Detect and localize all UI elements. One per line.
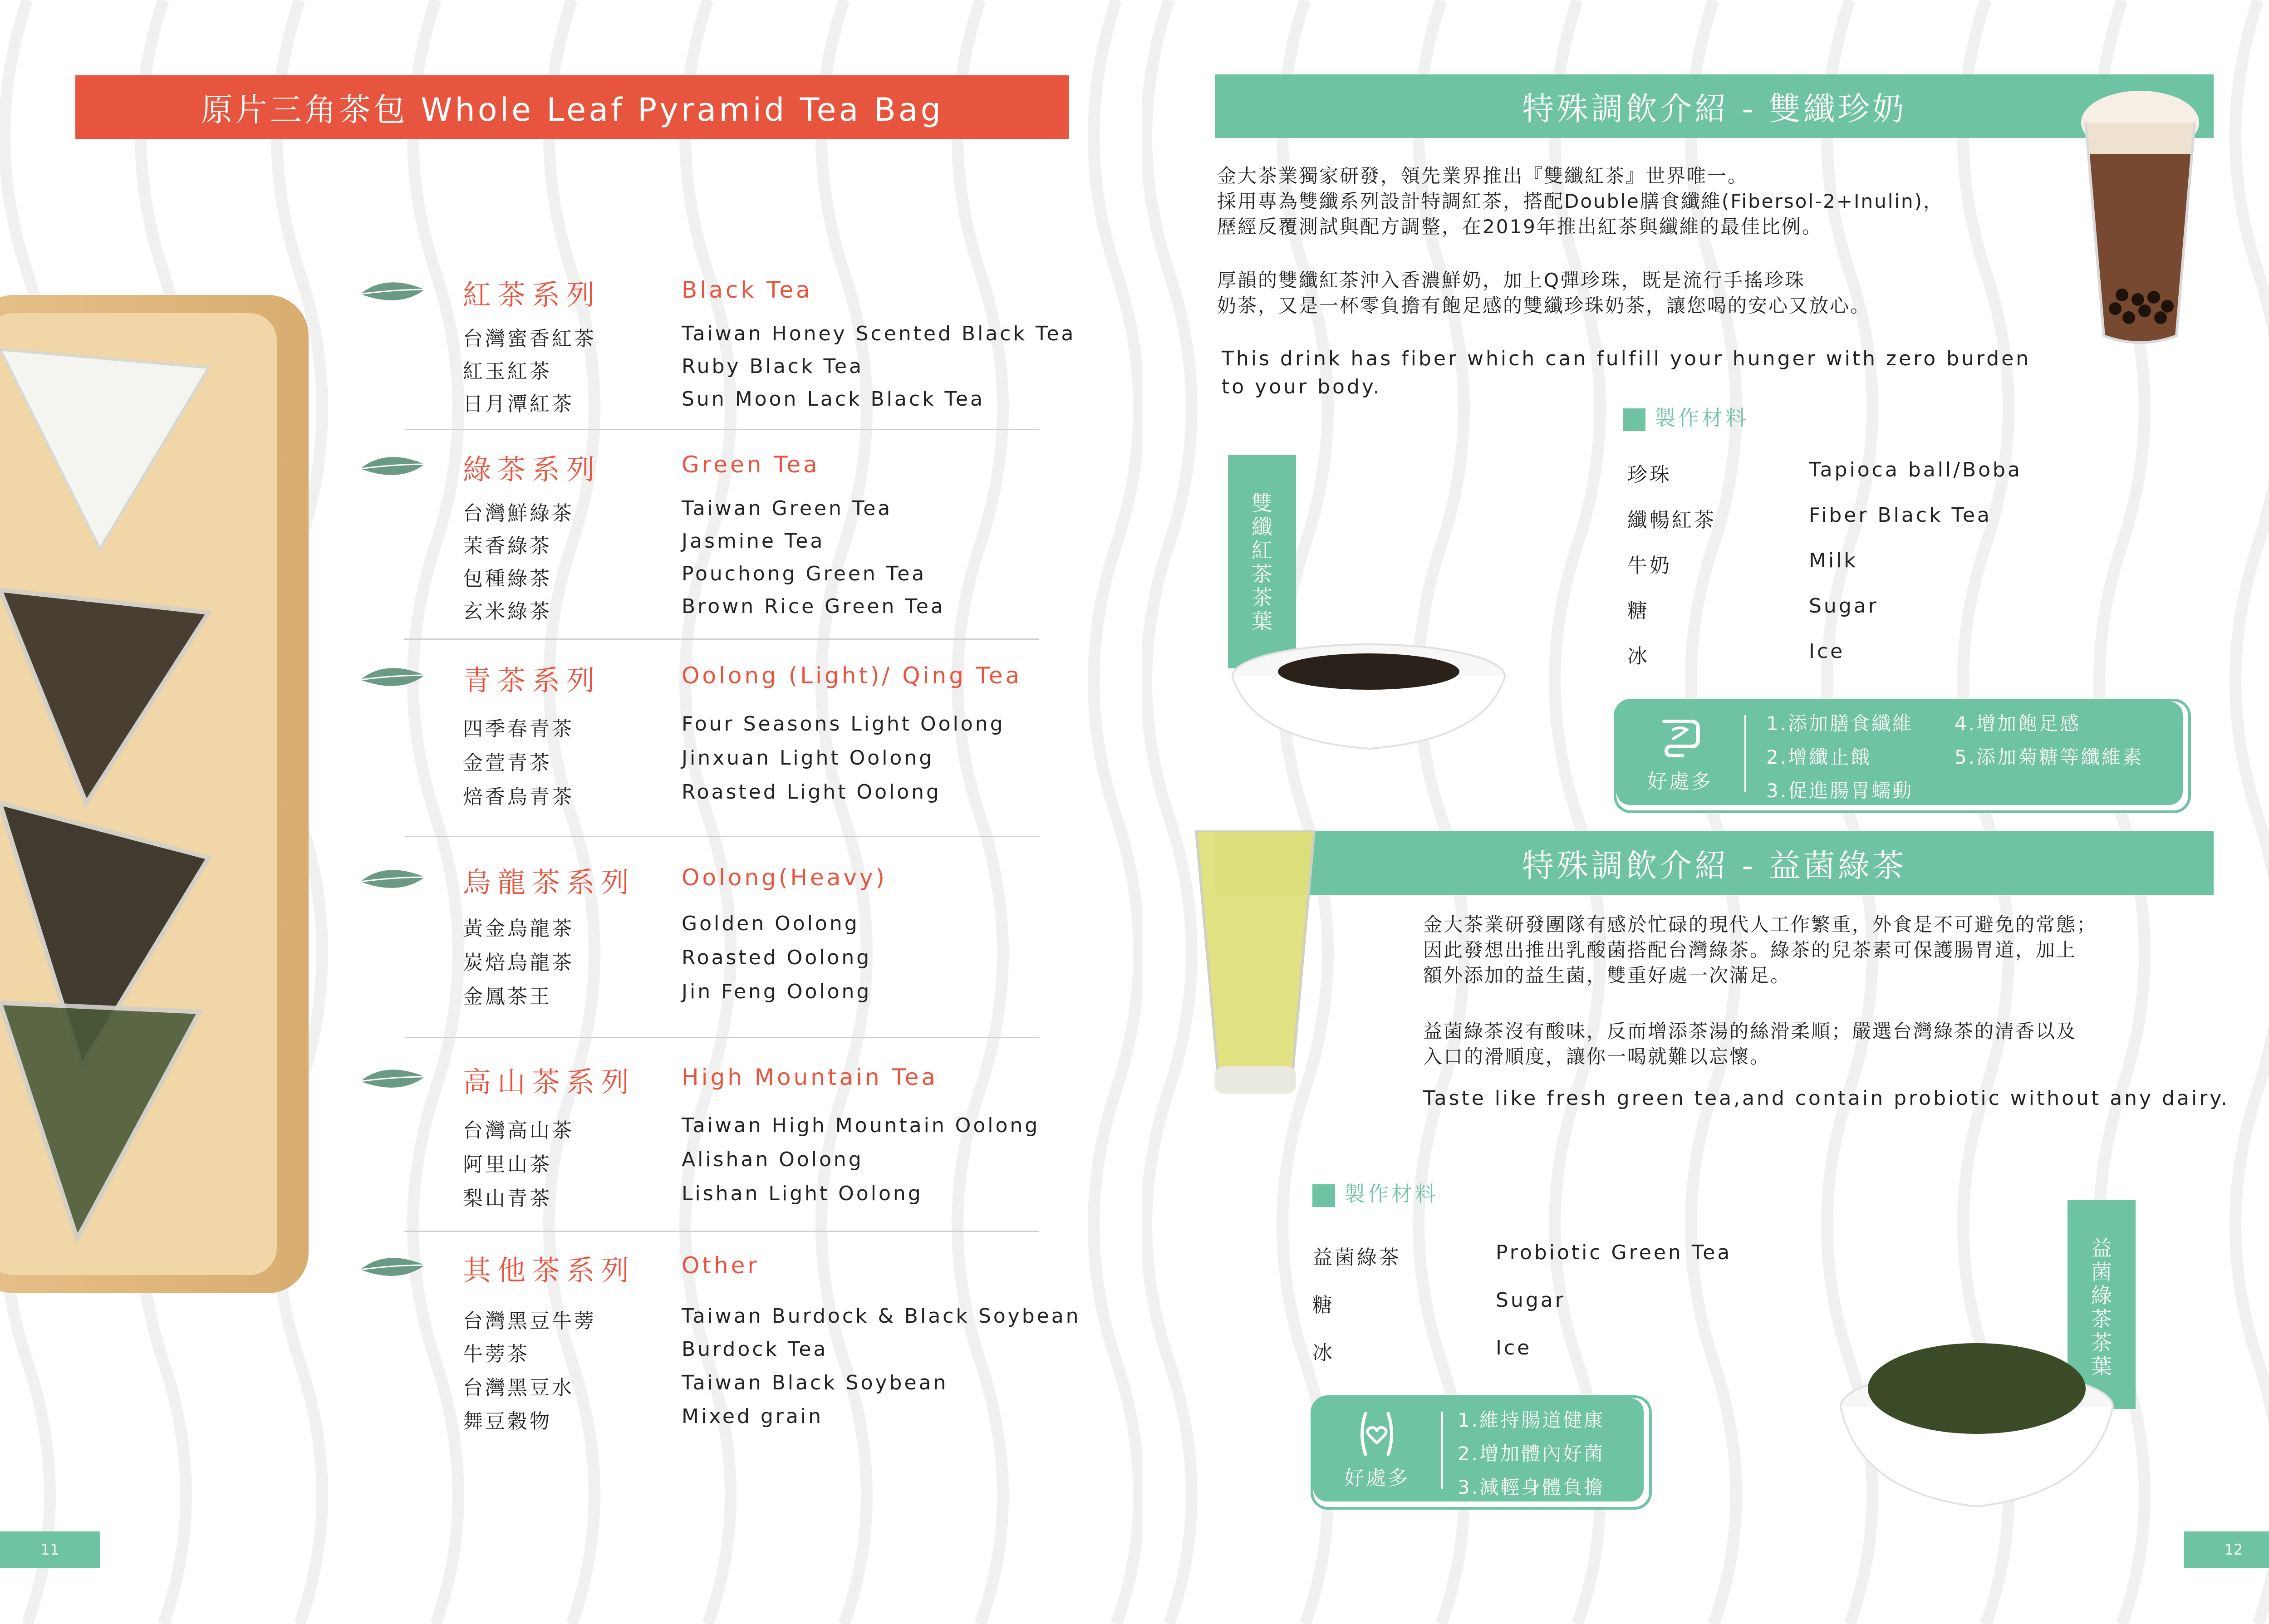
tea-name-zh: 台灣高山茶 (463, 1119, 574, 1142)
text-line: 採用專為雙纖系列設計特調紅茶，搭配Double膳食纖維(Fibersol-2+Inulin)， (1217, 190, 1944, 212)
tea-item (463, 1405, 1098, 1437)
tea-item (463, 746, 1098, 778)
text-line: 益菌綠茶沒有酸味，反而增添茶湯的絲滑柔順；嚴選台灣綠茶的清香以及 (1423, 1020, 2077, 1042)
text-line: 金大茶業研發團隊有感於忙碌的現代人工作繁重，外食是不可避免的常態； (1423, 913, 2097, 936)
ingredient-name-en: Tapioca ball/Boba (1809, 458, 2022, 481)
page-title-text: 原片三角茶包 Whole Leaf Pyramid Tea Bag (201, 91, 944, 128)
benefits-badge (1313, 1398, 1440, 1501)
text-line: 金大茶業獨家研發，領先業界推出『雙纖紅茶』世界唯一。 (1217, 165, 1748, 187)
section-title-probiotic-green-tea (1215, 831, 2214, 895)
tea-item (463, 1148, 1098, 1180)
benefits-divider (1744, 715, 1746, 792)
tea-item (463, 1114, 1098, 1146)
tea-item (463, 355, 1098, 387)
tea-item (463, 712, 1098, 744)
tea-item (463, 780, 1098, 812)
tea-name-zh: 玄米綠茶 (463, 600, 552, 623)
series-header (359, 860, 1039, 901)
intro-paragraph-2 (1217, 268, 1871, 319)
ingredient-name-zh: 珍珠 (1627, 463, 1672, 486)
series-header (359, 1060, 1039, 1100)
divider (404, 429, 1039, 430)
probiotic-green-tea-image (1187, 830, 1323, 1103)
tea-name-en: Roasted Oolong (682, 946, 872, 969)
series-title-en: Other (682, 1252, 760, 1279)
page-number (2184, 1531, 2269, 1568)
series-title-zh: 高山茶系列 (463, 1065, 636, 1099)
tea-bag-tray-image (0, 295, 309, 1293)
text-line: to your body. (1222, 375, 1382, 398)
ingredients-label: 製作材料 (1344, 1182, 1439, 1206)
ingredients-header (1312, 1178, 1439, 1207)
benefits-badge (1616, 702, 1743, 805)
page-number-text: 11 (40, 1541, 59, 1558)
tea-item (463, 1371, 1098, 1403)
tea-item (463, 980, 1098, 1012)
tea-name-zh: 舞豆穀物 (463, 1410, 552, 1433)
tea-leaf-icon (359, 1251, 427, 1284)
ingredient-name-zh: 益菌綠茶 (1312, 1246, 1401, 1269)
green-tea-leaves-bowl-image (1822, 1316, 2131, 1525)
ingredient-name-en: Sugar (1809, 594, 1879, 618)
divider (404, 1231, 1039, 1232)
tea-name-zh: 牛蒡茶 (463, 1343, 530, 1366)
probiotic-paragraph-2 (1423, 1019, 2077, 1070)
tea-item (463, 595, 1098, 627)
tea-name-zh: 日月潭紅茶 (463, 393, 574, 416)
divider (404, 836, 1039, 837)
probiotic-english: Taste like fresh green tea,and contain probiotic without any dairy. (1423, 1087, 2230, 1110)
page-title (75, 75, 1069, 139)
benefit-item: 2.增纖止餓 (1766, 746, 1872, 768)
tea-name-en: Jasmine Tea (682, 530, 825, 553)
ingredient-name-zh: 冰 (1627, 645, 1650, 668)
tea-name-en: Four Seasons Light Oolong (682, 712, 1005, 736)
tea-name-en: Brown Rice Green Tea (682, 595, 945, 618)
text-line: 因此發想出推出乳酸菌搭配台灣綠茶。綠茶的兒茶素可保護腸胃道，加上 (1423, 939, 2077, 961)
divider (404, 1037, 1039, 1038)
tea-name-zh: 黃金烏龍茶 (463, 917, 574, 940)
tea-item (463, 562, 1098, 594)
ingredient-name-zh: 纖暢紅茶 (1627, 509, 1716, 532)
tea-name-zh: 炭焙烏龍茶 (463, 951, 574, 974)
body-heart-icon (1352, 1409, 1402, 1459)
tea-name-zh: 台灣蜜香紅茶 (463, 327, 596, 350)
tea-name-en: Mixed grain (682, 1405, 823, 1428)
tea-name-zh: 焙香烏青茶 (463, 785, 574, 809)
section-title-text: 特殊調飲介紹 - 益菌綠茶 (1522, 847, 1907, 884)
tea-leaf-icon (359, 864, 427, 896)
benefit-item: 1.添加膳食纖維 (1766, 712, 1914, 735)
bubble-milk-tea-image (2072, 82, 2208, 354)
tea-name-zh: 台灣黑豆水 (463, 1376, 574, 1399)
tea-name-en: Sun Moon Lack Black Tea (682, 388, 985, 411)
tea-name-zh: 金萱青茶 (463, 751, 552, 775)
tea-name-en: Alishan Oolong (682, 1148, 864, 1171)
ingredient-name-en: Sugar (1496, 1289, 1566, 1312)
tea-name-en: Taiwan Honey Scented Black Tea (682, 322, 1076, 345)
benefit-item: 5.添加菊糖等纖維素 (1955, 746, 2144, 768)
tea-name-zh: 四季春青茶 (463, 717, 574, 741)
text-line: 奶茶，又是一杯零負擔有飽足感的雙纖珍珠奶茶，讓您喝的安心又放心。 (1217, 294, 1871, 317)
ingredients-header (1623, 402, 1749, 432)
square-bullet-icon (1312, 1184, 1335, 1207)
tea-item (463, 530, 1098, 561)
tea-name-en: Golden Oolong (682, 912, 859, 935)
probiotic-paragraph-1 (1423, 912, 2097, 988)
benefits-label: 好處多 (1344, 1467, 1410, 1490)
series-title-en: High Mountain Tea (682, 1064, 938, 1090)
benefits-box-probiotic (1311, 1395, 1652, 1510)
tea-name-zh: 台灣鮮綠茶 (463, 502, 574, 525)
tea-name-en: Ruby Black Tea (682, 355, 864, 378)
series-header (359, 447, 1039, 488)
benefit-item: 1.維持腸道健康 (1458, 1409, 1605, 1431)
ingredient-name-en: Ice (1809, 640, 1845, 663)
page-number-text: 12 (2224, 1541, 2243, 1558)
page-number (0, 1531, 100, 1568)
tea-item (463, 946, 1098, 978)
series-header (359, 658, 1039, 699)
series-title-en: Black Tea (682, 277, 813, 303)
tea-leaf-icon (359, 662, 427, 694)
ingredient-name-zh: 牛奶 (1627, 554, 1672, 577)
benefits-label: 好處多 (1647, 770, 1713, 793)
series-title-zh: 紅茶系列 (463, 278, 601, 311)
divider (404, 638, 1039, 640)
series-title-en: Oolong (Light)/ Qing Tea (682, 662, 1022, 689)
text-line: 額外添加的益生菌，雙重好處一次滿足。 (1423, 964, 1791, 986)
tea-name-en: Jinxuan Light Oolong (682, 746, 934, 770)
tea-name-zh: 台灣黑豆牛蒡 (463, 1310, 596, 1333)
tea-name-en: Taiwan Burdock & Black Soybean (682, 1305, 1081, 1328)
tea-name-en: Burdock Tea (682, 1338, 828, 1361)
ingredient-name-zh: 冰 (1312, 1341, 1335, 1364)
square-bullet-icon (1623, 408, 1645, 431)
tea-name-en: Pouchong Green Tea (682, 562, 927, 585)
benefit-item: 2.增加體內好菌 (1458, 1442, 1605, 1465)
text-line: 厚韻的雙纖紅茶沖入香濃鮮奶，加上Q彈珍珠，既是流行手搖珍珠 (1217, 269, 1806, 291)
tea-leaf-icon (359, 276, 427, 309)
intro-paragraph-1 (1217, 163, 1944, 240)
ingredient-name-en: Milk (1809, 549, 1858, 572)
section-title-fiber-milk-tea (1215, 74, 2214, 138)
series-header (359, 1248, 1039, 1289)
tea-name-zh: 包種綠茶 (463, 567, 552, 590)
tea-item (463, 322, 1098, 354)
tea-name-en: Lishan Light Oolong (682, 1182, 923, 1205)
tea-leaf-icon (359, 1063, 427, 1096)
intestine-icon (1655, 712, 1705, 762)
tea-item (463, 497, 1098, 529)
black-tea-leaves-bowl-image (1223, 626, 1514, 762)
benefit-item: 3.減輕身體負擔 (1458, 1476, 1605, 1498)
leaf-tag-text: 益菌綠茶茶葉 (2091, 1236, 2112, 1379)
text-line: This drink has fiber which can fulfill your hunger with zero burden (1222, 347, 2031, 370)
tea-item (463, 912, 1098, 944)
right-page (1142, 0, 2269, 1624)
tea-leaf-icon (359, 451, 427, 483)
ingredient-name-en: Fiber Black Tea (1809, 504, 1992, 527)
series-title-zh: 烏龍茶系列 (463, 866, 636, 899)
benefit-item: 3.促進腸胃蠕動 (1766, 780, 1914, 802)
tea-name-en: Taiwan Green Tea (682, 497, 893, 520)
tea-item (463, 388, 1098, 419)
benefits-box-fiber (1614, 699, 2191, 813)
series-title-zh: 其他茶系列 (463, 1254, 636, 1287)
leaf-tag-text: 雙纖紅茶茶葉 (1252, 491, 1272, 633)
tea-name-en: Taiwan High Mountain Oolong (682, 1114, 1040, 1137)
tea-name-en: Roasted Light Oolong (682, 780, 941, 804)
tea-name-en: Jin Feng Oolong (682, 980, 872, 1003)
tea-item (463, 1182, 1098, 1214)
intro-english (1222, 345, 2031, 401)
ingredient-name-en: Probiotic Green Tea (1496, 1241, 1732, 1264)
tea-item (463, 1305, 1098, 1336)
ingredient-name-en: Ice (1496, 1336, 1532, 1359)
tea-name-zh: 茉香綠茶 (463, 535, 552, 558)
tea-name-zh: 梨山青茶 (463, 1187, 552, 1210)
series-title-zh: 綠茶系列 (463, 453, 601, 486)
section-title-text: 特殊調飲介紹 - 雙纖珍奶 (1522, 90, 1907, 128)
benefits-divider (1441, 1412, 1443, 1489)
text-line: 歷經反覆測試與配方調整，在2019年推出紅茶與纖維的最佳比例。 (1217, 216, 1822, 238)
tea-name-zh: 阿里山茶 (463, 1153, 552, 1176)
ingredient-name-zh: 糖 (1627, 599, 1650, 623)
tea-name-zh: 紅玉紅茶 (463, 360, 552, 383)
tea-name-zh: 金鳳茶王 (463, 985, 552, 1008)
ingredient-name-zh: 糖 (1312, 1294, 1335, 1317)
series-title-zh: 青茶系列 (463, 664, 601, 697)
ingredients-label: 製作材料 (1655, 406, 1749, 430)
benefit-item: 4.增加飽足感 (1955, 712, 2081, 735)
series-header (359, 272, 1039, 313)
tea-name-en: Taiwan Black Soybean (682, 1371, 948, 1394)
tea-item (463, 1338, 1098, 1369)
series-title-en: Oolong(Heavy) (682, 864, 888, 891)
series-title-en: Green Tea (682, 451, 820, 478)
text-line: 入口的滑順度，讓你一喝就難以忘懷。 (1423, 1045, 1771, 1068)
